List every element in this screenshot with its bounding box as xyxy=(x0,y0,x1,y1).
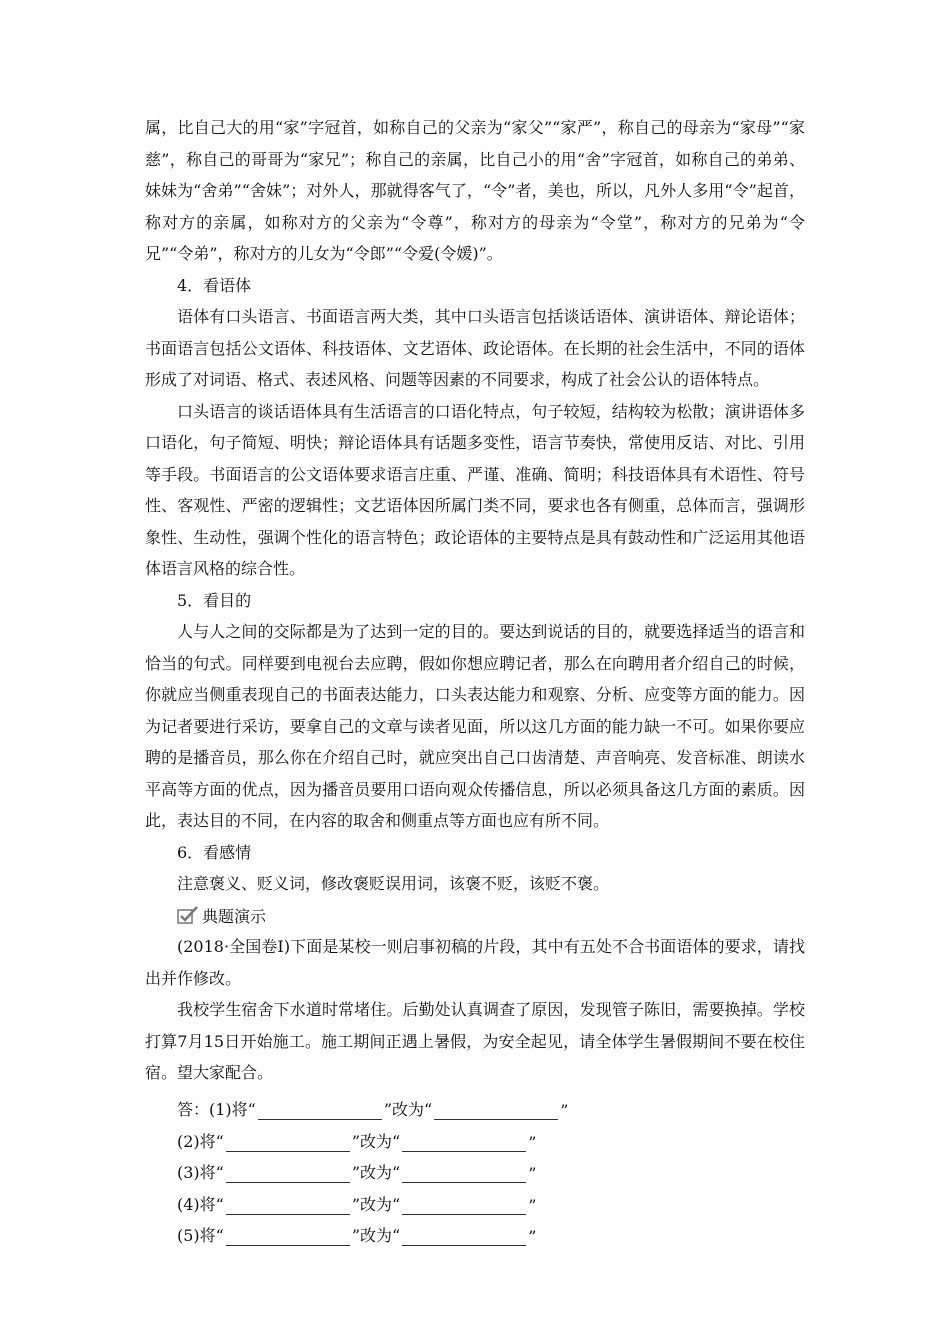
answer-blank-revised[interactable] xyxy=(402,1196,526,1215)
answer-blank-revised[interactable] xyxy=(434,1101,558,1120)
checkbox-check-icon xyxy=(177,905,199,925)
answer-blank-original[interactable] xyxy=(226,1164,350,1183)
section-6-heading: 6．看感情 xyxy=(177,842,252,862)
answer-line-4: (4)将“ ”改为“ ” xyxy=(177,1194,537,1215)
section-4-paragraph-1: 语体有口头语言、书面语言两大类，其中口头语言包括谈话语体、演讲语体、辩论语体；书面语言包括公文语体、科技语体、文艺语体、政论语体。在长期的社会生活中，不同的语体形成了对词语、格式、表述风格、问题等因素的不同要求，构成了社会公认的语体特点。 xyxy=(145,307,805,389)
section-6-paragraph-1: 注意褒义、贬义词，修改褒贬误用词，该褒不贬，该贬不褒。 xyxy=(177,874,610,893)
answer-line-2: (2)将“ ”改为“ ” xyxy=(177,1131,537,1152)
answer-line-1: 答：(1)将“ ”改为“ ” xyxy=(177,1100,569,1120)
document-page xyxy=(145,112,805,1246)
example-question: (2018·全国卷Ⅰ)下面是某校一则启事初稿的片段，其中有五处不合书面语体的要求，请找出并作修改。 xyxy=(145,937,805,988)
answer-blank-revised[interactable] xyxy=(402,1227,526,1246)
section-5-paragraph-1: 人与人之间的交际都是为了达到一定的目的。要达到说话的目的，就要选择适当的语言和恰当的句式。同样要到电视台去应聘，假如你想应聘记者，那么在向聘用者介绍自己的时候，你就应当侧重表现自己的书面表达能力，口头表达能力和观察、分析、应变等方面的能力。因为记者要进行采访，要拿自己的文章与读者见面，所以这几方面的能力缺一不可。如果你要应聘的是播音员，那么你在介绍自己时，就应突出自己口齿清楚、声音响亮、发音标准、朗读水平高等方面的优点，因为播音员要用口语向观众传播信息，所以必须具备这几方面的素质。因此，表达目的不同，在内容的取舍和侧重点等方面也应有所不同。 xyxy=(145,622,805,830)
answer-blank-revised[interactable] xyxy=(402,1133,526,1152)
answer-line-3: (3)将“ ”改为“ ” xyxy=(177,1163,537,1183)
section-5-heading: 5．看目的 xyxy=(177,590,252,610)
paragraph-kinship-terms: 属，比自己大的用“家”字冠首，如称自己的父亲为“家父”“家严”，称自己的母亲为“家母”“家慈”，称自己的哥哥为“家兄”；称自己的亲属，比自己小的用“舍”字冠首，如称自己的弟弟、妹妹为“舍弟”“舍妹”；对外人，那就得客气了，“令”者，美也，所以，凡外人多用“令”起首，称对方的亲属，如称对方的父亲为“令尊”，称对方的母亲为“令堂”，称对方的兄弟为“令兄”“令弟”，称对方的儿女为“令郎”“令爱(令媛)”。 xyxy=(145,118,805,263)
answer-blank-original[interactable] xyxy=(226,1133,350,1152)
answer-blank-original[interactable] xyxy=(226,1196,350,1215)
section-4-heading: 4．看语体 xyxy=(177,275,252,295)
answer-blank-original[interactable] xyxy=(258,1101,382,1120)
answer-blank-original[interactable] xyxy=(226,1227,350,1246)
answer-blank-revised[interactable] xyxy=(402,1164,526,1183)
example-label: 典题演示 xyxy=(202,906,267,926)
example-passage: 我校学生宿舍下水道时常堵住。后勤处认真调查了原因，发现管子陈旧，需要换掉。学校打算7月15日开始施工。施工期间正遇上暑假，为安全起见，请全体学生暑假期间不要在校住宿。望大家配合。 xyxy=(145,1000,805,1082)
section-4-paragraph-2: 口头语言的谈话语体具有生活语言的口语化特点，句子较短，结构较为松散；演讲语体多口语化，句子简短、明快；辩论语体具有话题多变性，语言节奏快，常使用反诘、对比、引用等手段。书面语言的公文语体要求语言庄重、严谨、准确、简明；科技语体具有术语性、符号性、客观性、严密的逻辑性；文艺语体因所属门类不同，要求也各有侧重，总体而言，强调形象性、生动性，强调个性化的语言特色；政论语体的主要特点是具有鼓动性和广泛运用其他语体语言风格的综合性。 xyxy=(145,401,805,578)
answer-line-5: (5)将“ ”改为“ ” xyxy=(177,1226,537,1246)
example-header xyxy=(145,900,805,932)
